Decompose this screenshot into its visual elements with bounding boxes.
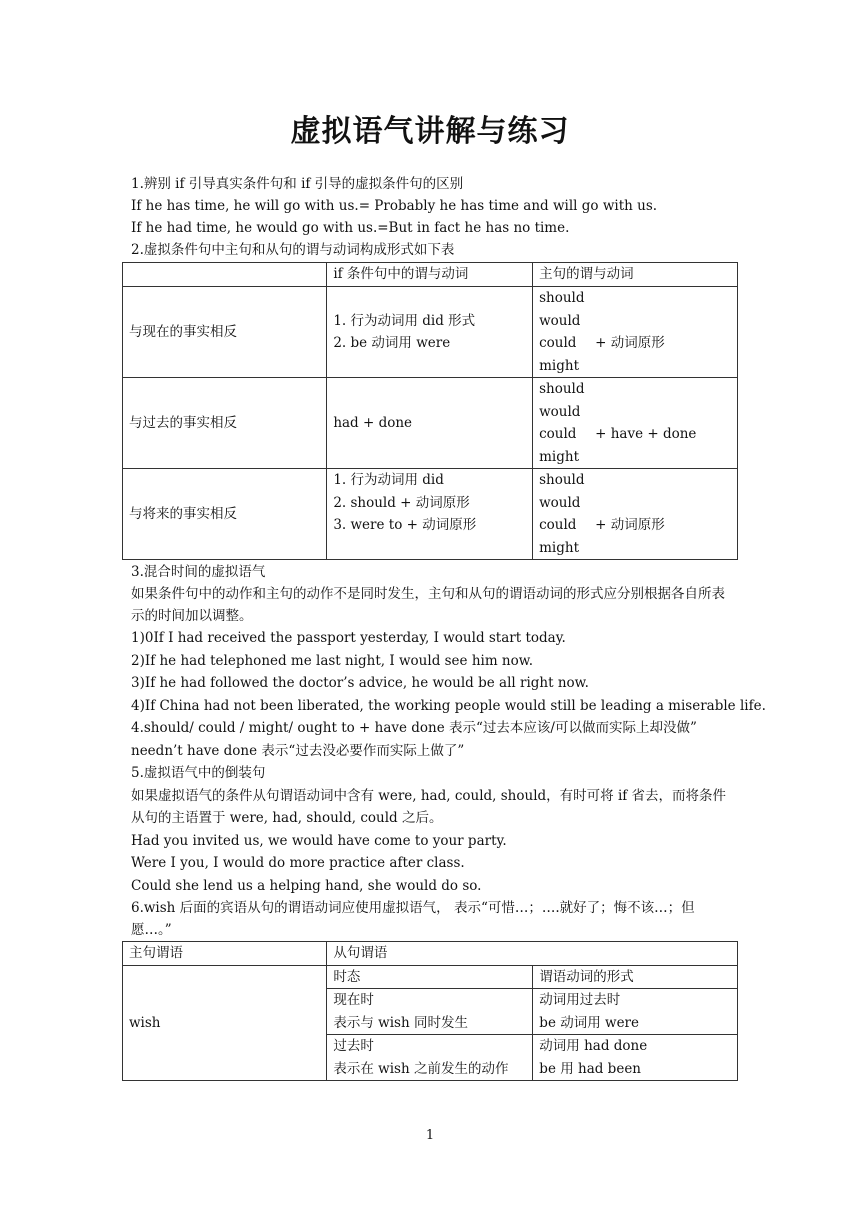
section3-example-4: 4)If China had not been liberated, the working people would still be leading a miserable life. <box>131 698 766 714</box>
conditional-forms-table <box>122 262 738 560</box>
header-cell-if-clause: if 条件句中的谓与动词 <box>327 263 533 287</box>
if-clause-cell <box>327 378 533 469</box>
section6-heading: 6.wish 后面的宾语从句的谓语动词应使用虚拟语气， 表示“可惜…；….就好了；悔不该…；但愿…。” <box>131 900 695 938</box>
section5-example-3: Could she lend us a helping hand, she would do so. <box>131 878 482 894</box>
section3-example-1: 1)0If I had received the passport yesterday, I would start today. <box>131 630 566 646</box>
modal-verb: should <box>539 290 585 306</box>
if-clause-line: 2. be 动词用 were <box>333 335 451 351</box>
page-title: 虚拟语气讲解与练习 <box>290 114 570 149</box>
wish-cell: wish <box>123 965 327 1081</box>
tense-line: 现在时 <box>333 992 374 1008</box>
verb-form-cell <box>533 989 738 1035</box>
main-clause-cell <box>533 469 738 560</box>
wish-table-header-row <box>123 942 738 966</box>
main-predicate-header: 主句谓语 <box>123 942 327 966</box>
if-clause-line: 1. 行为动词用 did <box>333 472 444 488</box>
section3-description: 如果条件句中的动作和主句的动作不是同时发生，主句和从句的谓语动词的形式应分别根据各自所表示的时间加以调整。 <box>131 586 725 624</box>
tense-line: 表示与 wish 同时发生 <box>333 1014 468 1031</box>
header-cell-blank <box>123 263 327 287</box>
section2-heading: 2.虚拟条件句中主句和从句的谓与动词构成形式如下表 <box>131 242 455 258</box>
clause-predicate-header: 从句谓语 <box>327 942 738 966</box>
form-line: 动词用过去时 <box>539 992 621 1008</box>
section1-example-1: If he has time, he will go with us.= Probably he has time and will go with us. <box>131 198 658 214</box>
form-line: be 动词用 were <box>539 1014 639 1031</box>
table-row-past <box>123 378 738 469</box>
modal-verb: might <box>539 357 579 374</box>
section1-heading: 1.辨别 if 引导真实条件句和 if 引导的虚拟条件句的区别 <box>131 176 464 192</box>
modal-verb: could <box>539 517 577 533</box>
row-label: 与现在的事实相反 <box>123 287 327 378</box>
modal-verb: would <box>539 494 581 511</box>
form-line: 动词用 had done <box>539 1038 648 1054</box>
verb-form-suffix: + 动词原形 <box>595 517 665 533</box>
section5-example-1: Had you invited us, we would have come to your party. <box>131 833 507 849</box>
main-clause-cell <box>533 287 738 378</box>
verb-form-header: 谓语动词的形式 <box>533 965 738 989</box>
tense-header: 时态 <box>327 965 533 989</box>
modal-verb: would <box>539 312 581 329</box>
verb-form-suffix: + 动词原形 <box>595 335 665 351</box>
if-clause-line: 3. were to + 动词原形 <box>333 517 477 533</box>
section1-example-2: If he had time, he would go with us.=But in fact he has no time. <box>131 220 570 236</box>
modal-verb: should <box>539 472 585 488</box>
tense-line: 过去时 <box>333 1038 374 1054</box>
modal-verb: could <box>539 335 577 351</box>
section4-line-2: needn’t have done 表示“过去没必要作而实际上做了” <box>131 743 465 759</box>
table-header-row <box>123 263 738 287</box>
verb-form-suffix: + have + done <box>595 426 697 442</box>
wish-table <box>122 941 738 1081</box>
form-line: be 用 had been <box>539 1060 642 1077</box>
section3-example-3: 3)If he had followed the doctor’s advice, he would be all right now. <box>131 675 589 691</box>
if-clause-cell <box>327 469 533 560</box>
section3-example-2: 2)If he had telephoned me last night, I would see him now. <box>131 653 534 669</box>
row-label: 与将来的事实相反 <box>123 469 327 560</box>
section4-line-1: 4.should/ could / might/ ought to + have done 表示“过去本应该/可以做而实际上却没做” <box>131 720 697 736</box>
page-number: 1 <box>425 1128 435 1143</box>
if-clause-line: 1. 行为动词用 did 形式 <box>333 312 476 329</box>
if-clause-line: 2. should + 动词原形 <box>333 494 470 511</box>
tense-line: 表示在 wish 之前发生的动作 <box>333 1060 509 1077</box>
tense-cell <box>327 1035 533 1081</box>
row-label: 与过去的事实相反 <box>123 378 327 469</box>
if-clause-line: had + done <box>333 414 413 431</box>
verb-form-cell <box>533 1035 738 1081</box>
section5-description: 如果虚拟语气的条件从句谓语动词中含有 were, had, could, should，有时可将 if 省去，而将条件从句的主语置于 were, had, should, could 之后。 <box>131 788 727 826</box>
modal-verb: might <box>539 448 579 465</box>
modal-verb: might <box>539 539 579 556</box>
wish-table-subheader-row <box>123 965 738 989</box>
if-clause-cell <box>327 287 533 378</box>
section5-heading: 5.虚拟语气中的倒装句 <box>131 765 266 781</box>
table-row-future <box>123 469 738 560</box>
table-row-present <box>123 287 738 378</box>
section5-example-2: Were I you, I would do more practice after class. <box>131 855 465 871</box>
main-clause-cell <box>533 378 738 469</box>
tense-cell <box>327 989 533 1035</box>
header-cell-main-clause: 主句的谓与动词 <box>533 263 738 287</box>
modal-verb: would <box>539 403 581 420</box>
modal-verb: could <box>539 426 577 442</box>
modal-verb: should <box>539 381 585 397</box>
section3-heading: 3.混合时间的虚拟语气 <box>131 564 266 580</box>
